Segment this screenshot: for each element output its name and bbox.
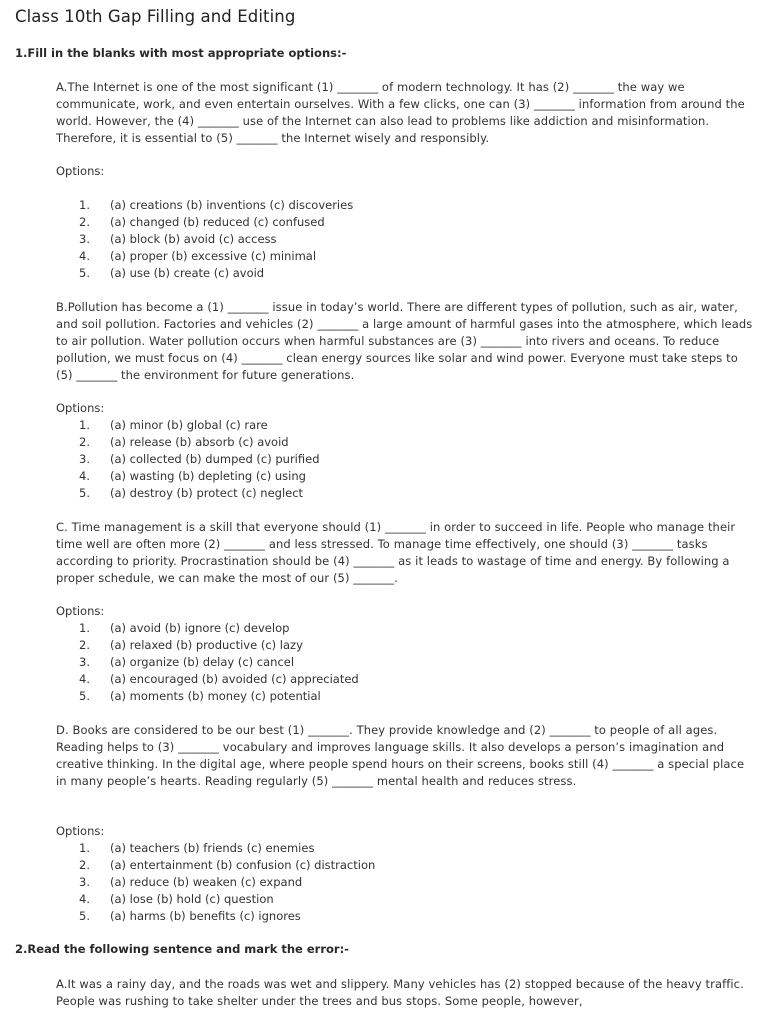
options-label-c: Options: [56, 604, 105, 618]
option-number: 2. [79, 434, 90, 449]
option-number: 4. [79, 891, 90, 906]
option-text: (a) wasting (b) depleting (c) using [110, 468, 306, 483]
option-text: (a) harms (b) benefits (c) ignores [110, 908, 301, 923]
option-text: (a) encouraged (b) avoided (c) appreciated [110, 671, 359, 686]
options-label-d: Options: [56, 824, 105, 838]
passage-b: B.Pollution has become a (1) _______ issue in today’s world. There are different types of pollution, such as air, water, and soil pollution. Factories and vehicles (2) _______ a large amount of harmful gases into the atmosphere, which leads to air pollution. Water pollution occurs when harmful substances are (3) _______ into rivers and oceans. To reduce pollution, we must focus on (4) _______ clean energy sources like solar and wind power. Everyone must take steps to (5) _______ the environment for future generations. [56, 300, 753, 382]
option-number: 2. [79, 214, 90, 229]
passage-c: C. Time management is a skill that everyone should (1) _______ in order to succeed in life. People who manage their time well are often more (2) _______ and less stressed. To manage time effectively, one should (3) _______ tasks according to priority. Procrastination should be (4) _______ as it leads to wastage of time and energy. By following a proper schedule, we can make the most of our (5) _______. [56, 520, 736, 585]
option-text: (a) organize (b) delay (c) cancel [110, 654, 295, 669]
options-label-b: Options: [56, 401, 105, 415]
section-2-heading: 2.Read the following sentence and mark the error:- [15, 942, 349, 956]
option-number: 1. [79, 841, 90, 855]
option-number: 5. [79, 485, 90, 500]
option-number: 1. [79, 198, 90, 212]
option-number: 3. [79, 451, 90, 466]
option-text: (a) relaxed (b) productive (c) lazy [110, 637, 303, 652]
option-text: (a) avoid (b) ignore (c) develop [110, 621, 290, 635]
option-number: 2. [79, 857, 90, 872]
passage-a: A.The Internet is one of the most significant (1) _______ of modern technology. It has (2) _______ the way we communicate, work, and even entertain ourselves. With a few clicks, one can (3) _______ information from around the world. However, the (4) _______ use of the Internet can also lead to problems like addiction and misinformation. Therefore, it is essential to (5) _______ the Internet wisely and responsibly. [56, 80, 745, 145]
option-text: (a) moments (b) money (c) potential [110, 688, 321, 703]
option-number: 1. [79, 418, 90, 432]
option-text: (a) collected (b) dumped (c) purified [110, 451, 320, 466]
option-text: (a) teachers (b) friends (c) enemies [110, 841, 315, 855]
option-text: (a) proper (b) excessive (c) minimal [110, 248, 317, 263]
option-number: 5. [79, 265, 90, 280]
option-number: 3. [79, 874, 90, 889]
option-text: (a) creations (b) inventions (c) discoveries [110, 198, 354, 212]
option-text: (a) use (b) create (c) avoid [110, 265, 265, 280]
page-title: Class 10th Gap Filling and Editing [15, 7, 296, 26]
option-text: (a) release (b) absorb (c) avoid [110, 434, 289, 449]
section-1-heading: 1.Fill in the blanks with most appropriate options:- [15, 46, 347, 60]
error-passage-a: A.It was a rainy day, and the roads was wet and slippery. Many vehicles has (2) stopped because of the heavy traffic. People was rushing to take shelter under the trees and bus stops. Some people, however, [56, 977, 744, 1008]
option-text: (a) destroy (b) protect (c) neglect [110, 485, 304, 500]
option-text: (a) entertainment (b) confusion (c) distraction [110, 857, 376, 872]
option-number: 5. [79, 688, 90, 703]
option-number: 3. [79, 654, 90, 669]
passage-d: D. Books are considered to be our best (1) _______. They provide knowledge and (2) _______ to people of all ages. Reading helps to (3) _______ vocabulary and improves language skills. It also develops a person’s imagination and creative thinking. In the digital age, where people spend hours on their screens, books still (4) _______ a special place in many people’s hearts. Reading regularly (5) _______ mental health and reduces stress. [56, 723, 745, 788]
option-number: 5. [79, 908, 90, 923]
option-number: 4. [79, 468, 90, 483]
option-text: (a) minor (b) global (c) rare [110, 418, 268, 432]
option-text: (a) reduce (b) weaken (c) expand [110, 874, 303, 889]
option-number: 2. [79, 637, 90, 652]
options-label-a: Options: [56, 164, 105, 178]
option-text: (a) lose (b) hold (c) question [110, 891, 274, 906]
option-number: 1. [79, 621, 90, 635]
option-number: 4. [79, 248, 90, 263]
option-text: (a) block (b) avoid (c) access [110, 231, 277, 246]
option-number: 3. [79, 231, 90, 246]
option-number: 4. [79, 671, 90, 686]
option-text: (a) changed (b) reduced (c) confused [110, 214, 325, 229]
